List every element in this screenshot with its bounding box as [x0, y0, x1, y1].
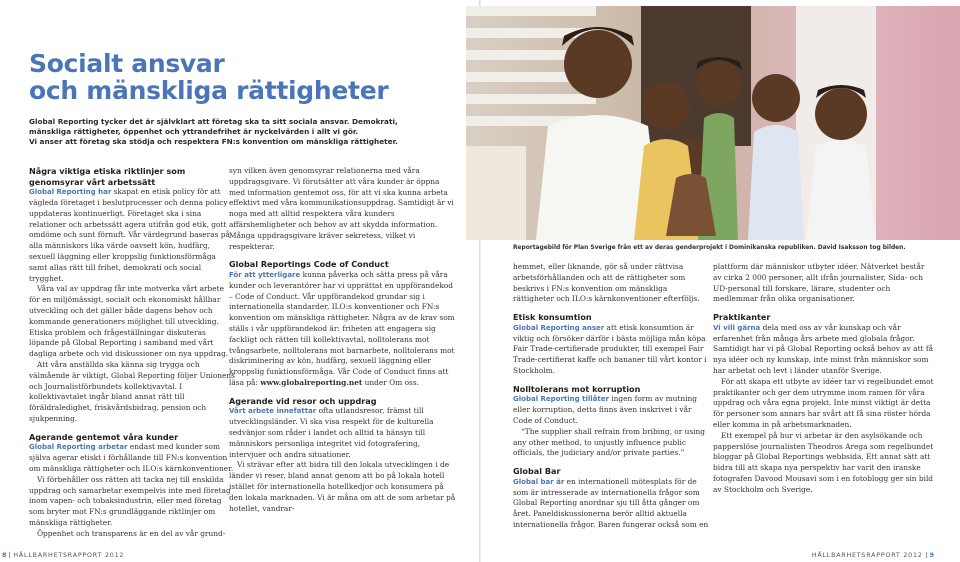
lead-in: Global Reporting arbetar: [29, 443, 128, 452]
footer-right: [812, 552, 934, 559]
paragraph: [229, 270, 457, 389]
text-column-4: [713, 262, 935, 496]
paragraph-text: ofta utlandsresor, främst till utvecklingsländer. Vi ska visa respekt för de kulturella sedvänjor som råder i landet och alltid ta hänsyn till människors personliga integritet vid fotografering, intervjuer och andra situationer.: [229, 406, 434, 459]
heading-global-bar: Global Bar: [513, 466, 561, 477]
paragraph: [513, 477, 709, 531]
heading-ethical-consumption: Etisk konsumtion: [513, 312, 592, 323]
heading-travel: Agerande vid resor och uppdrag: [229, 395, 377, 406]
paragraph: För att skapa ett utbyte av idéer tar vi regelbundet emot praktikanter och ger dem utrymme inom ramen för våra uppdrag och våra egna projekt. Inte minst viktigt är detta för personer som annars har svårt att få sina röster hörda eller komma in på arbetsmarknaden.: [713, 376, 934, 429]
paragraph: Våra val av uppdrag får inte motverka vårt arbete för en miljömässigt, socialt och ekonomiskt hållbar utveckling och det gäller både dagens behov och kommande generationers möjlighet till utveckling. Etiska problem och frågeställningar diskuteras löpande på Global Reporting i samband med vårt dagliga arbete och vid diskussioner om nya uppdrag.: [29, 284, 229, 359]
heading-ethical-guidelines: Några viktiga etiska riktlinjer som genomsyrar vårt arbetssätt: [29, 166, 186, 187]
paragraph: hemmet, eller liknande, gör så under rättvisa arbetsförhållanden och att de rättigheter som beskrivs i FN:s konvention om mänskliga rättigheter och ILO:s kärnkonventioner efterföljs.: [513, 262, 700, 304]
photo-illustration: [466, 6, 960, 240]
paragraph: [713, 323, 935, 377]
paragraph-text: kunna påverka och sätta press på våra kunder och leverantörer har vi upprättat en uppförandekod – Code of Conduct. Vår uppförandekod grundar sig i internationella standarder, ILO:s konventioner och FN:s konvention om mänskliga rättigheter. Några av de krav som ställs i vår uppförandekod är: friheten att engagera sig fackligt och rätten till kollektivavtal, nolltolerans mot tvångsarbete, nolltolerans mot barnarbete, nolltolerans mot diskriminering av kön, hudfärg, sexuell läggning eller kroppslig funktionsförmåga. Vår Code of Conduct finns att läsa på:: [229, 269, 455, 387]
paragraph: [29, 187, 235, 284]
page-number-left: 8: [2, 552, 7, 559]
footer-text-right: HÅLLBARHETSRAPPORT 2012: [811, 552, 923, 559]
page-number-right: 9: [929, 552, 934, 559]
heading-corruption: Nolltolerans mot korruption: [513, 383, 641, 394]
photo-caption: Reportagebild för Plan Sverige från ett av deras genderprojekt i Dominikanska republiken. David Isaksson tog bilden.: [513, 245, 906, 251]
title-line-2: och mänskliga rättigheter: [29, 76, 389, 105]
paragraph-text: ingen form av mutning eller korruption, detta finns även inskrivet i vår Code of Conduct.: [513, 394, 697, 425]
lead-in: Vårt arbete innefattar: [229, 407, 317, 416]
intro-line-3: Vi anser att företag ska stödja och respektera FN:s konvention om mänskliga rättigheter.: [29, 137, 398, 147]
page-title: [29, 50, 449, 104]
paragraph-text: dela med oss av vår kunskap och vår erfarenhet från många års arbete med globala frågor. Samtidigt har vi på Global Reporting också behov av att få nya idéer och ny kunskap, inte minst från människor som har arbetat och levt i länder utanför Sverige.: [713, 322, 933, 375]
paragraph: [29, 442, 235, 474]
paragraph: plattform där människor utbyter idéer. Nätverket består av cirka 2 000 personer, allt ifrån journalister, Sida- och UD-personal till forskare, lärare, studenter och medlemmar från olika organisationer.: [713, 262, 925, 304]
paragraph: Vi förbehåller oss rätten att tacka nej till enskilda uppdrag och samarbetar exempelvis inte med företag inom vapen- och tobaksindustrin, eller med företag som bryter mot FN:s grundläggande riktlinjer om mänskliga rättigheter.: [29, 474, 231, 527]
paragraph-text: skapat en etisk policy för att vägleda företaget i beslutprocesser och denna policy uppdateras kontinuerligt. Företaget ska i sina relationer och arbetssätt agera utifrån god etik, gott omdöme och sunt förnuft. Vår värdegrund baseras på alla människors lika värde oavsett kön, hudfärg, sexuell läggning eller kroppslig funktionsförmåga samt allas rätt till frihet, demokrati och social trygghet.: [29, 187, 230, 283]
paragraph: Vi strävar efter att bidra till den lokala utvecklingen i de länder vi reser, bland annat genom att bo på lokala hotell istället för internationella hotellkedjor och konsumera på den lokala marknaden. Vi är måna om att de som arbetar på hotellet, vandrar-: [229, 460, 456, 513]
footer-text-left: HÅLLBARHETSRAPPORT 2012: [13, 552, 125, 559]
heading-code-of-conduct: Global Reportings Code of Conduct: [229, 259, 389, 270]
paragraph: [229, 406, 457, 460]
lead-in: För att ytterligare: [229, 270, 301, 279]
paragraph: syn vilken även genomsyrar relationerna med våra uppdragsgivare. Vi förutsätter att våra kunder är öppna med information gentemot oss, för att vi ska kunna arbeta effektivt med våra kommunikationsuppdrag. Samtidigt är vi noga med att alltid respektera våra kunders affärshemligheter och behov av att skydda information. Många uppdragsgivare kräver sekretess, vilket vi respekterar.: [229, 166, 454, 251]
paragraph: Att våra anställda ska känna sig trygga och välmående är viktigt, Global Reporting följer Unionens och Journalistförbundets kollektivavtal. I kollektivavtalet ingår bland annat rätt till föräldraledighet, friskvårdsbidrag, pension och sjukpenning.: [29, 359, 235, 423]
lead-in: Global Reporting har: [29, 188, 112, 197]
paragraph: Öppenhet och transparens är en del av vår grund-: [37, 528, 226, 538]
paragraph: [513, 323, 709, 377]
lead-in: Global Reporting tillåter: [513, 395, 609, 404]
paragraph: Ett exempel på hur vi arbetar är den asylsökande och papperslöse journalisten Theodros Arega som regelbundet bloggar på Global Reportings webbsida. Ett annat sätt att bidra till att skapa nya perspektiv har varit den iranske fotografen Davood Mousavi som i en fotoblogg ger sin bild av Stockholm och Sverige.: [713, 430, 934, 494]
intro-text: [29, 117, 469, 148]
intro-line-1: Global Reporting tycker det är självklart att företag ska ta sitt sociala ansvar. Demokrati,: [29, 117, 398, 126]
text-column-3: [513, 262, 709, 531]
paragraph-text: endast med kunder som själva agerar etiskt i förhållande till FN:s konvention om mänskliga rättigheter och ILO:s kärnkonventioner.: [29, 442, 234, 473]
lead-in: Global bar är: [513, 477, 565, 486]
text-column-1: [29, 166, 235, 539]
footer-left: [2, 552, 124, 559]
paragraph-text: en internationell mötesplats för de som är intresserade av internationella frågor som Global Reporting anordnar sju till åtta gånger om året. Paneldiskussionerna berör alltid aktuella internationella frågor. Baren fungerar också som en: [513, 476, 709, 529]
text-column-2: [229, 166, 457, 514]
intro-line-2: mänskliga rättigheter, öppenhet och yttrandefrihet är nyckelvärden i allt vi gör.: [29, 127, 359, 137]
quote: “The supplier shall refrain from bribing, or using any other method, to unjustly influence public officials, the judiciary and/or private parties.”: [513, 426, 706, 458]
lead-in: Global Reporting anser: [513, 323, 605, 332]
paragraph-text: under Om oss.: [362, 377, 419, 387]
heading-interns: Praktikanter: [713, 312, 771, 323]
lead-in: Vi vill gärna: [713, 323, 761, 332]
paragraph-text: att etisk konsumtion är viktig och försöker därför i bästa möjliga mån köpa Fair Trade-certifierade produkter, till exempel Fair Trade-certifierat kaffe och bananer till vårt kontor i Stockholm.: [513, 322, 707, 375]
title-line-1: Socialt ansvar: [29, 49, 225, 78]
divider: [9, 552, 10, 558]
report-photo: [466, 6, 960, 240]
website-link[interactable]: www.globalreporting.net: [260, 377, 363, 387]
paragraph: [513, 394, 709, 426]
divider: [926, 552, 927, 558]
heading-customers: Agerande gentemot våra kunder: [29, 431, 179, 442]
